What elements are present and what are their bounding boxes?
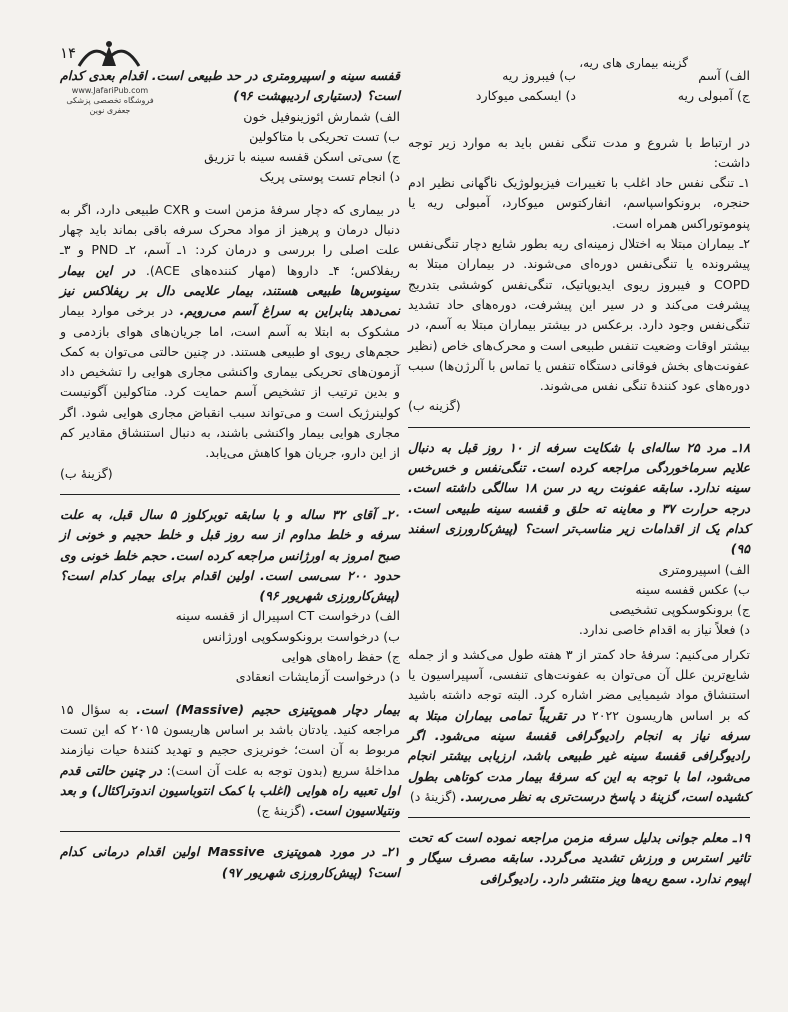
option-c: ج) آمبولی ریه xyxy=(677,88,750,104)
right-column xyxy=(408,66,750,889)
question-19: ۱۹ـ معلم جوانی بدلیل سرفه مزمن مراجعه نموده است که تحت تاثیر استرس و ورزش تشدید می‌گردد. سابقه مصرف سیگار و اپیوم ندارد. سمع ریه‌ها ویز منتشر دارد. رادیوگرافی xyxy=(408,830,750,886)
question-21: ۲۱ـ در مورد هموپتیزی Massive اولین اقدام درمانی کدام است؟ (پیش‌کارورزی شهریور ۹۷) xyxy=(60,844,400,880)
divider xyxy=(408,427,750,428)
option-a: الف) آسم xyxy=(698,68,750,83)
left-column xyxy=(60,66,400,883)
explanation-20-bold2: در چنین حالتی قدم اول تعبیه راه هوایی (اغلب با کمک انتوباسیون اندوتراکئال) و بعد ونتیلاسیون است. xyxy=(60,762,400,819)
answer-label: (گزینه ب) xyxy=(408,398,461,414)
q19-option-d: د) انجام تست پوستی پریک xyxy=(259,169,400,185)
q20-option-c: ج) حفظ راه‌های هوایی xyxy=(281,649,400,665)
logo-caption-url: www.JafariPub.com xyxy=(71,86,149,95)
q19-option-c: ج) سی‌تی اسکن قفسه سینه با تزریق xyxy=(204,149,400,165)
q19-option-b: ب) تست تحریکی با متاکولین xyxy=(249,128,400,144)
q20-option-d: د) درخواست آزمایشات انعقادی xyxy=(235,669,400,685)
q18-option-d: د) فعلاً نیاز به اقدام خاصی ندارد. xyxy=(578,622,750,638)
explanation-19-bold: در این بیمار سینوس‌ها طبیعی هستند، بیمار علایمی دال بر ریفلاکس نیز نمی‌دهد بنابراین به سراغ آسم می‌رویم. xyxy=(60,262,400,319)
explanation-20 xyxy=(60,700,400,822)
explanation-20-plain: به سؤال ۱۵ مراجعه کنید. یادتان باشد بر اساس هاریسون ۲۰۱۵ که این تست مربوط به آن است؛ خونریزی حجیم و تهدید کنندهٔ حیات نیازمند مداخلهٔ سریع (بدون توجه به علت آن است): xyxy=(60,701,400,778)
option-d: د) ایسکمی میوکارد xyxy=(475,88,576,104)
question-19-continued: قفسه سینه و اسپیرومتری در حد طبیعی است. اقدام بعدی کدام است؟ (دستیاری اردیبهشت ۹۶) xyxy=(60,68,400,104)
explanation-18 xyxy=(408,645,750,807)
page-number: ۱۴ xyxy=(60,44,77,62)
divider xyxy=(60,494,400,495)
logo-caption-name: فروشگاه تخصصی پزشکی جعفری نوین xyxy=(66,96,154,115)
divider xyxy=(408,817,750,818)
divider xyxy=(60,831,400,832)
point-1: ۱ـ تنگی نفس حاد اغلب با تغییرات فیزیولوژیک ناگهانی نظیر ادم حنجره، برونکواسپاسم، انفارکتوس میوکارد، آمبولی ریه یا پنوموتوراکس همراه است. xyxy=(408,175,750,231)
explanation-20-bold1: بیمار دچار هموپتیزی حجیم (Massive) است. xyxy=(136,701,400,717)
q18-option-b: ب) عکس قفسه سینه xyxy=(635,581,750,597)
intro-paragraph: در ارتباط با شروع و مدت تنگی نفس باید به موارد زیر توجه داشت: xyxy=(408,134,750,170)
answer-20: (گزینهٔ ج) xyxy=(256,803,306,819)
point-2: ۲ـ بیماران مبتلا به اختلال زمینه‌ای ریه بطور شایع دچار تنگی‌نفس پیشرونده یا تنگی‌نفس دوره‌ای می‌شوند. در بیماران مبتلا به COPD و فیبروز ریوی ایدیوپاتیک، تنگی‌نفس کوششی بتدریج پیشرفت می‌کند و در سیر این پیشرفت، دوره‌های حاد تشدید تنگی‌نفس وجود دارد. برعکس در بیشتر بیماران مبتلا به آسم، در بیشتر اوقات وضعیت تنفس طبیعی است و محرک‌های خاص (نظیر عفونت‌های بخش فوقانی دستگاه تنفس یا تماس با آلرژن‌ها) سبب دوره‌های عود کنندهٔ تنگی نفس می‌شوند. xyxy=(408,236,750,394)
question-18: ۱۸ـ مرد ۲۵ ساله‌ای با شکایت سرفه از ۱۰ روز قبل به دنبال علایم سرماخوردگی مراجعه کرده است. تنگی‌نفس و خس‌خس سینه ندارد. سابقه عفونت ریه در سن ۱۸ سالگی داشته است. درجه حرارت ۳۷ و معاینه ته حلق و قفسه سینه طبیعی است. کدام یک از اقدامات زیر مناسب‌تر است؟ (پیش‌کارورزی اسفند ۹۵) xyxy=(408,439,751,557)
explanation-19-part1: در بیماری که دچار سرفهٔ مزمن است و CXR طبیعی دارد، اگر به دنبال درمان و پرهیز از مواد محرک سرفه باقی بماند باید چهار علت اصلی را بررسی و درمان کرد: ۱ـ آسم، ۲ـ PND و ۳ـ ریفلاکس؛ ۴ـ داروها (مهار کننده‌های ACE). xyxy=(60,201,400,278)
top-options xyxy=(408,66,750,107)
question-20: ۲۰ـ آقای ۳۲ ساله و با سابقه توبرکلوز ۵ سال قبل، به علت سرفه و خلط مداوم از سه روز قبل و خلط حجیم و خونی از صبح امروز به اورژانس مراجعه کرده است. حجم خلط خونی وی حدود ۲۰۰ سی‌سی است. اولین اقدام برای بیمار کدام است؟ (پیش‌کارورزی شهریور ۹۶) xyxy=(60,506,400,604)
q20-option-a: الف) درخواست CT اسپیرال از قفسه سینه xyxy=(175,608,400,624)
answer-19: (گزینهٔ ب) xyxy=(60,465,113,481)
option-b: ب) فیبروز ریه xyxy=(502,68,576,83)
explanation-18-bold: در تقریباً تمامی بیماران مبتلا به سرفه نیاز به انجام رادیوگرافی قفسهٔ سینه می‌شود. اگر رادیوگرافی قفسهٔ سینه غیر طبیعی باشد، ارزیابی بیشتر انجام می‌شود، اما با توجه به این که سرفهٔ بیمار مدت کوتاهی بطول کشیده است، گزینهٔ د پاسخ درست‌تری به نظر می‌رسد. xyxy=(408,707,750,804)
explanation-18-plain: تکرار می‌کنیم: سرفهٔ حاد کمتر از ۳ هفته طول می‌کشد و از جمله شایع‌ترین علل آن می‌توان به عفونت‌های تنفسی، آسپیراسیون یا استنشاق مواد شیمیایی مضر اشاره کرد. البته توجه داشته باشید که بر اساس هاریسون ۲۰۲۲ xyxy=(408,646,751,723)
explanation-19-part2: در برخی موارد بیمار مشکوک به ابتلا به آسم است، اما جریان‌های هوای بازدمی و حجم‌های ریوی او طبیعی هستند. در چنین حالتی می‌توان به کمک آزمون‌های تحریکی بیماری واکنشی مجاری هوایی را تشخیص داد و بدین ترتیب از تشخیص آسم حمایت کرد. متاکولین آگونیست کولینرژیک است و می‌تواند سبب انقباض مجاری هوایی شود. اگر مجاری هوایی بیمار واکنشی باشند، به دنبال استنشاق مقادیر کم از این دارو، جریان هوا کاهش می‌یابد. xyxy=(60,303,400,461)
running-title: گزینه بیماری های ریه، xyxy=(579,56,688,70)
q18-option-c: ج) برونکوسکوپی تشخیصی xyxy=(609,602,750,618)
q19-option-a: الف) شمارش ائوزینوفیل خون xyxy=(243,108,400,124)
explanation-19 xyxy=(60,200,400,464)
answer-18: (گزینهٔ د) xyxy=(409,788,457,804)
q18-option-a: الف) اسپیرومتری xyxy=(658,561,750,577)
q20-option-b: ب) درخواست برونکوسکوپی اورژانس xyxy=(202,628,400,644)
